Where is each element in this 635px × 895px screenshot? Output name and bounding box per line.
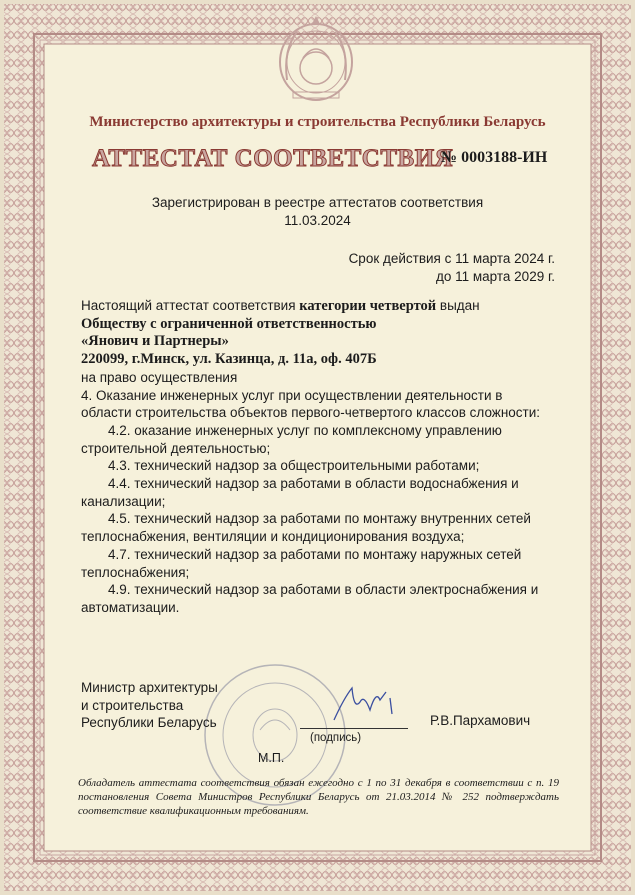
- signer-name: Р.В.Пархамович: [430, 713, 531, 728]
- validity-to: до 11 марта 2029 г.: [435, 269, 555, 284]
- registration-text: Зарегистрирован в реестре аттестатов соответствия: [151, 195, 484, 210]
- main-item: 4. Оказание инженерных услуг при осуществлении деятельности в области строительства объектов первого-четвертого классов сложности:: [81, 387, 541, 421]
- handwritten-signature-icon: [330, 680, 400, 725]
- certificate-body: [81, 297, 556, 617]
- company-line-2: «Янович и Партнеры»: [81, 333, 229, 350]
- signature-caption: (подпись): [310, 732, 362, 744]
- stamp-label: М.П.: [258, 751, 285, 765]
- sub-item: 4.2. оказание инженерных услуг по комплексному управлению строительной деятельностью;: [81, 422, 502, 456]
- intro-line: [81, 297, 556, 316]
- validity-from: Срок действия с 11 марта 2024 г.: [348, 251, 555, 266]
- sub-item: 4.4. технический надзор за работами в области водоснабжения и канализации;: [81, 476, 519, 509]
- ministry-name: Министерство архитектуры и строительства Республики Беларусь: [89, 114, 546, 130]
- registration-date: 11.03.2024: [284, 213, 351, 228]
- intro-prefix: Настоящий аттестат соответствия: [81, 298, 300, 313]
- position-line-3: Республики Беларусь: [81, 715, 217, 731]
- intro-suffix: выдан: [436, 298, 480, 313]
- sub-item: 4.7. технический надзор за работами по монтажу наружных сетей теплоснабжения;: [81, 546, 522, 580]
- registration-block: [0, 194, 635, 230]
- sub-item: 4.5. технический надзор за работами по монтажу внутренних сетей теплоснабжения, вентиляции и кондиционирования воздуха;: [81, 511, 531, 545]
- certificate-number: № 0003188-ИН: [441, 149, 548, 166]
- signatory-position: [81, 679, 218, 732]
- company-line-1: Обществу с ограниченной ответственностью: [81, 315, 377, 332]
- document-title: АТТЕСТАТ СООТВЕТСТВИЯ: [92, 145, 454, 172]
- sub-item: 4.3. технический надзор за общестроительными работами;: [108, 458, 480, 474]
- sub-item: 4.9. технический надзор за работами в области электроснабжения и автоматизации.: [81, 582, 539, 615]
- category-text: категории четвертой: [299, 298, 437, 314]
- validity-block: [349, 250, 555, 286]
- belarus-emblem-icon: [275, 10, 357, 108]
- signature-line: [300, 728, 408, 729]
- company-address: 220099, г.Минск, ул. Казинца, д. 11а, оф. 407Б: [81, 351, 377, 368]
- right-intro: на право осуществления: [81, 369, 238, 385]
- position-line-1: Министр архитектуры: [81, 680, 218, 695]
- position-line-2: и строительства: [81, 697, 184, 713]
- footer-note: Обладатель аттестата соответствия обязан ежегодно с 1 по 31 декабря в соответствии с п. 19 постановления Совета Министров Республики Беларусь от 21.03.2014 № 252 подтверждать соответствие квалификационным требованиям.: [78, 777, 559, 817]
